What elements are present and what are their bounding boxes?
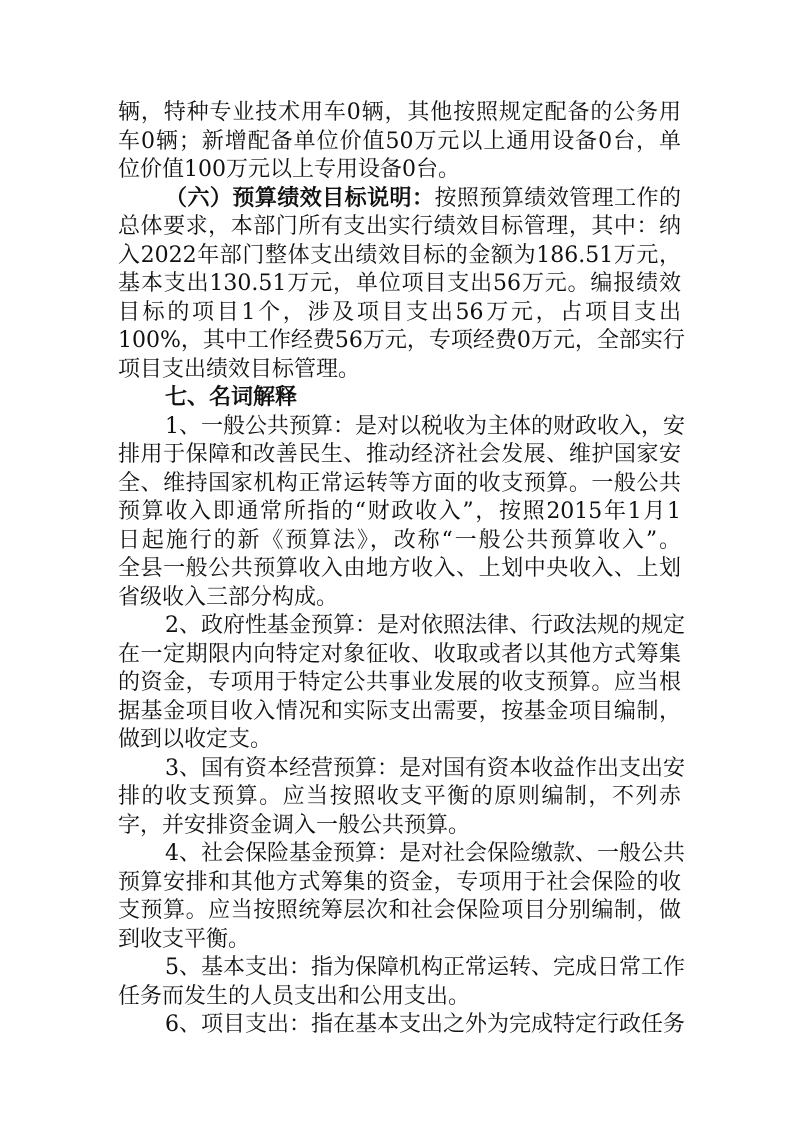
text-line [118,726,681,755]
line-text: 3、国有资本经营预算：是对国有资本收益作出支出安 [165,755,685,781]
line-text: 做到以收定支。 [118,727,273,752]
text-line [118,185,681,214]
text-line [118,441,681,470]
line-text: 6、项目支出：指在基本支出之外为完成特定行政任务 [165,1012,685,1037]
text-line [118,698,681,727]
line-text: 车0辆；新增配备单位价值50万元以上通用设备0台，单 [118,128,681,154]
line-text: 排用于保障和改善民生、推动经济社会发展、维护国家安 [118,442,681,467]
line-text: 目标的项目1个，涉及项目支出56万元，占项目支出 [118,299,681,325]
line-text: 4、社会保险基金预算：是对社会保险缴款、一般公共 [165,841,685,866]
line-text: 日起施行的新《预算法》，改称“一般公共预算收入”。 [118,527,681,553]
line-text: 预算安排和其他方式筹集的资金，专项用于社会保险的收 [118,869,681,895]
line-text: 项目支出绩效目标管理。 [118,356,361,382]
line-text: 入2022年部门整体支出绩效目标的金额为186.51万元， [118,242,681,268]
line-text: 排的收支预算。应当按照收支平衡的原则编制，不列赤 [118,784,681,809]
text-line [118,612,685,641]
line-text: 5、基本支出：指为保障机构正常运转、完成日常工作 [165,955,685,980]
line-text: 支预算。应当按照统筹层次和社会保险项目分别编制，做 [118,898,681,923]
text-line [118,156,681,185]
line-text: 全、维持国家机构正常运转等方面的收支预算。一般公共 [118,470,681,496]
text-line [118,783,681,812]
line-text: 辆，特种专业技术用车0辆，其他按照规定配备的公务用 [118,100,681,125]
line-text: 基本支出130.51万元，单位项目支出56万元。编报绩效 [118,271,681,296]
section-heading: 七、名词解释 [165,385,298,410]
text-line [118,983,681,1012]
text-line [118,669,681,698]
text-line [118,270,681,299]
text-line [118,954,685,983]
line-text: 字，并安排资金调入一般公共预算。 [118,812,471,838]
text-line [118,555,681,584]
line-text: 省级收入三部分构成。 [118,584,339,610]
text-line [118,869,681,898]
text-line [118,1011,685,1040]
text-line [118,413,685,442]
line-text: 任务而发生的人员支出和公用支出。 [118,983,471,1009]
line-text: 预算收入即通常所指的“财政收入”，按照2015年1月1 [118,499,681,524]
line-text: 2、政府性基金预算：是对依照法律、行政法规的规定 [165,613,685,638]
line-text: 全县一般公共预算收入由地方收入、上划中央收入、上划 [118,556,681,581]
line-text: 按照预算绩效管理工作的 [434,185,681,211]
text-line [118,584,681,613]
text-line [118,327,685,356]
text-line [118,527,681,556]
text-line [118,128,681,157]
text-line [118,641,681,670]
text-line [118,926,681,955]
line-text: 100%，其中工作经费56万元，专项经费0万元，全部实行 [118,328,685,353]
line-text: 的资金，专项用于特定公共事业发展的收支预算。应当根 [118,670,681,695]
text-line [118,99,681,128]
text-line [118,299,681,328]
text-line [118,755,685,784]
line-text: 总体要求，本部门所有支出实行绩效目标管理，其中：纳 [118,214,681,239]
line-text: 位价值100万元以上专用设备0台。 [118,157,460,182]
line-text: 1、一般公共预算：是对以税收为主体的财政收入，安 [165,413,685,439]
text-line [118,498,681,527]
text-line [118,470,681,499]
text-line [118,840,685,869]
line-text: 在一定期限内向特定对象征收、收取或者以其他方式筹集 [118,641,681,667]
text-line [118,812,681,841]
text-line [118,356,681,385]
text-line [118,242,681,271]
text-line [118,213,681,242]
text-line [118,384,681,413]
line-text: 据基金项目收入情况和实际支出需要，按基金项目编制， [118,698,681,724]
document-body [118,99,685,1040]
line-text: 到收支平衡。 [118,926,251,952]
text-line [118,897,681,926]
section-heading: （六）预算绩效目标说明： [165,185,435,211]
